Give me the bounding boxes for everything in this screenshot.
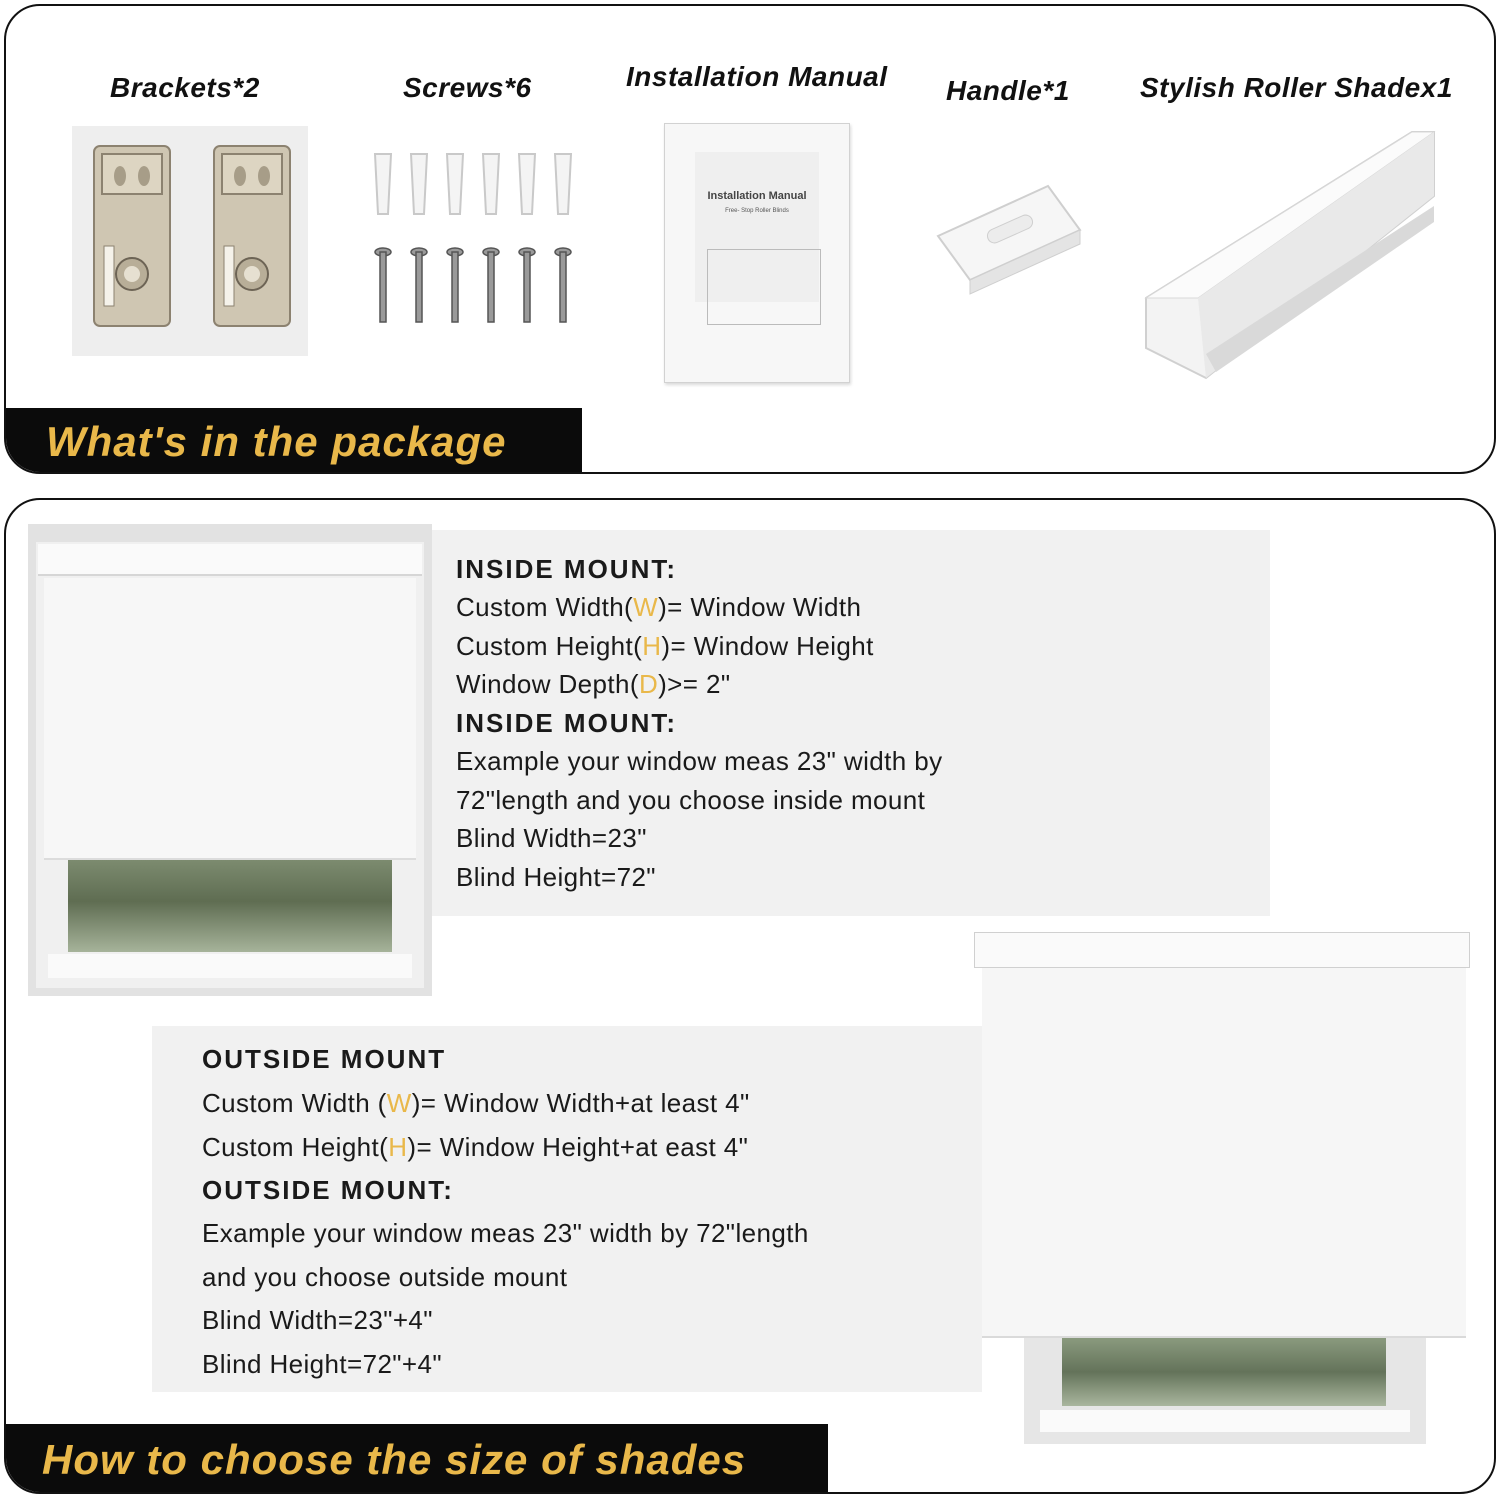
size-guide-panel <box>4 498 1496 1494</box>
handle-title: Handle*1 <box>946 75 1070 106</box>
outside-blind-width: Blind Width=23"+4" <box>202 1305 433 1335</box>
roller-shade-image <box>1140 126 1440 382</box>
inside-blind-width: Blind Width=23" <box>456 823 647 853</box>
inside-mount-info <box>432 530 1270 916</box>
inside-heading-2: INSIDE MOUNT: <box>456 708 677 738</box>
inside-heading: INSIDE MOUNT: <box>456 554 677 584</box>
inside-width-line: Custom Width(W)= Window Width <box>456 592 862 622</box>
brackets-title: Brackets*2 <box>110 72 260 103</box>
handle-image <box>932 178 1086 308</box>
manual-title: Installation Manual <box>626 61 888 92</box>
inside-example-1: Example your window meas 23" width by <box>456 746 943 776</box>
outside-example-2: and you choose outside mount <box>202 1262 568 1292</box>
outside-example-1: Example your window meas 23" width by 72"length <box>202 1218 809 1248</box>
inside-depth-line: Window Depth(D)>= 2" <box>456 669 731 699</box>
brackets-image <box>72 126 308 356</box>
package-panel <box>4 4 1496 474</box>
outside-heading-2: OUTSIDE MOUNT: <box>202 1175 454 1205</box>
outside-width-line: Custom Width (W)= Window Width+at least 4" <box>202 1088 750 1118</box>
bracket-left <box>94 146 170 326</box>
outside-mount-info <box>152 1026 982 1392</box>
bracket-right <box>214 146 290 326</box>
inside-mount-image <box>28 524 432 996</box>
outside-blind-height: Blind Height=72"+4" <box>202 1349 443 1379</box>
screws-image <box>371 146 581 331</box>
manual-cover-subtitle: Free- Stop Roller Blinds <box>725 208 789 214</box>
roller-shade-title: Stylish Roller Shadex1 <box>1140 72 1453 103</box>
manual-cover-title: Installation Manual <box>707 190 807 202</box>
size-guide-banner <box>6 1424 828 1494</box>
outside-heading: OUTSIDE MOUNT <box>202 1044 447 1074</box>
package-banner-text: What's in the package <box>46 418 507 465</box>
outside-mount-image <box>974 932 1470 1446</box>
manual-image <box>664 123 850 383</box>
inside-blind-height: Blind Height=72" <box>456 862 656 892</box>
size-guide-banner-text: How to choose the size of shades <box>42 1436 747 1483</box>
screws-title: Screws*6 <box>403 72 532 103</box>
inside-example-2: 72"length and you choose inside mount <box>456 785 926 815</box>
outside-height-line: Custom Height(H)= Window Height+at east 4" <box>202 1132 749 1162</box>
inside-height-line: Custom Height(H)= Window Height <box>456 631 874 661</box>
package-banner <box>6 408 582 474</box>
